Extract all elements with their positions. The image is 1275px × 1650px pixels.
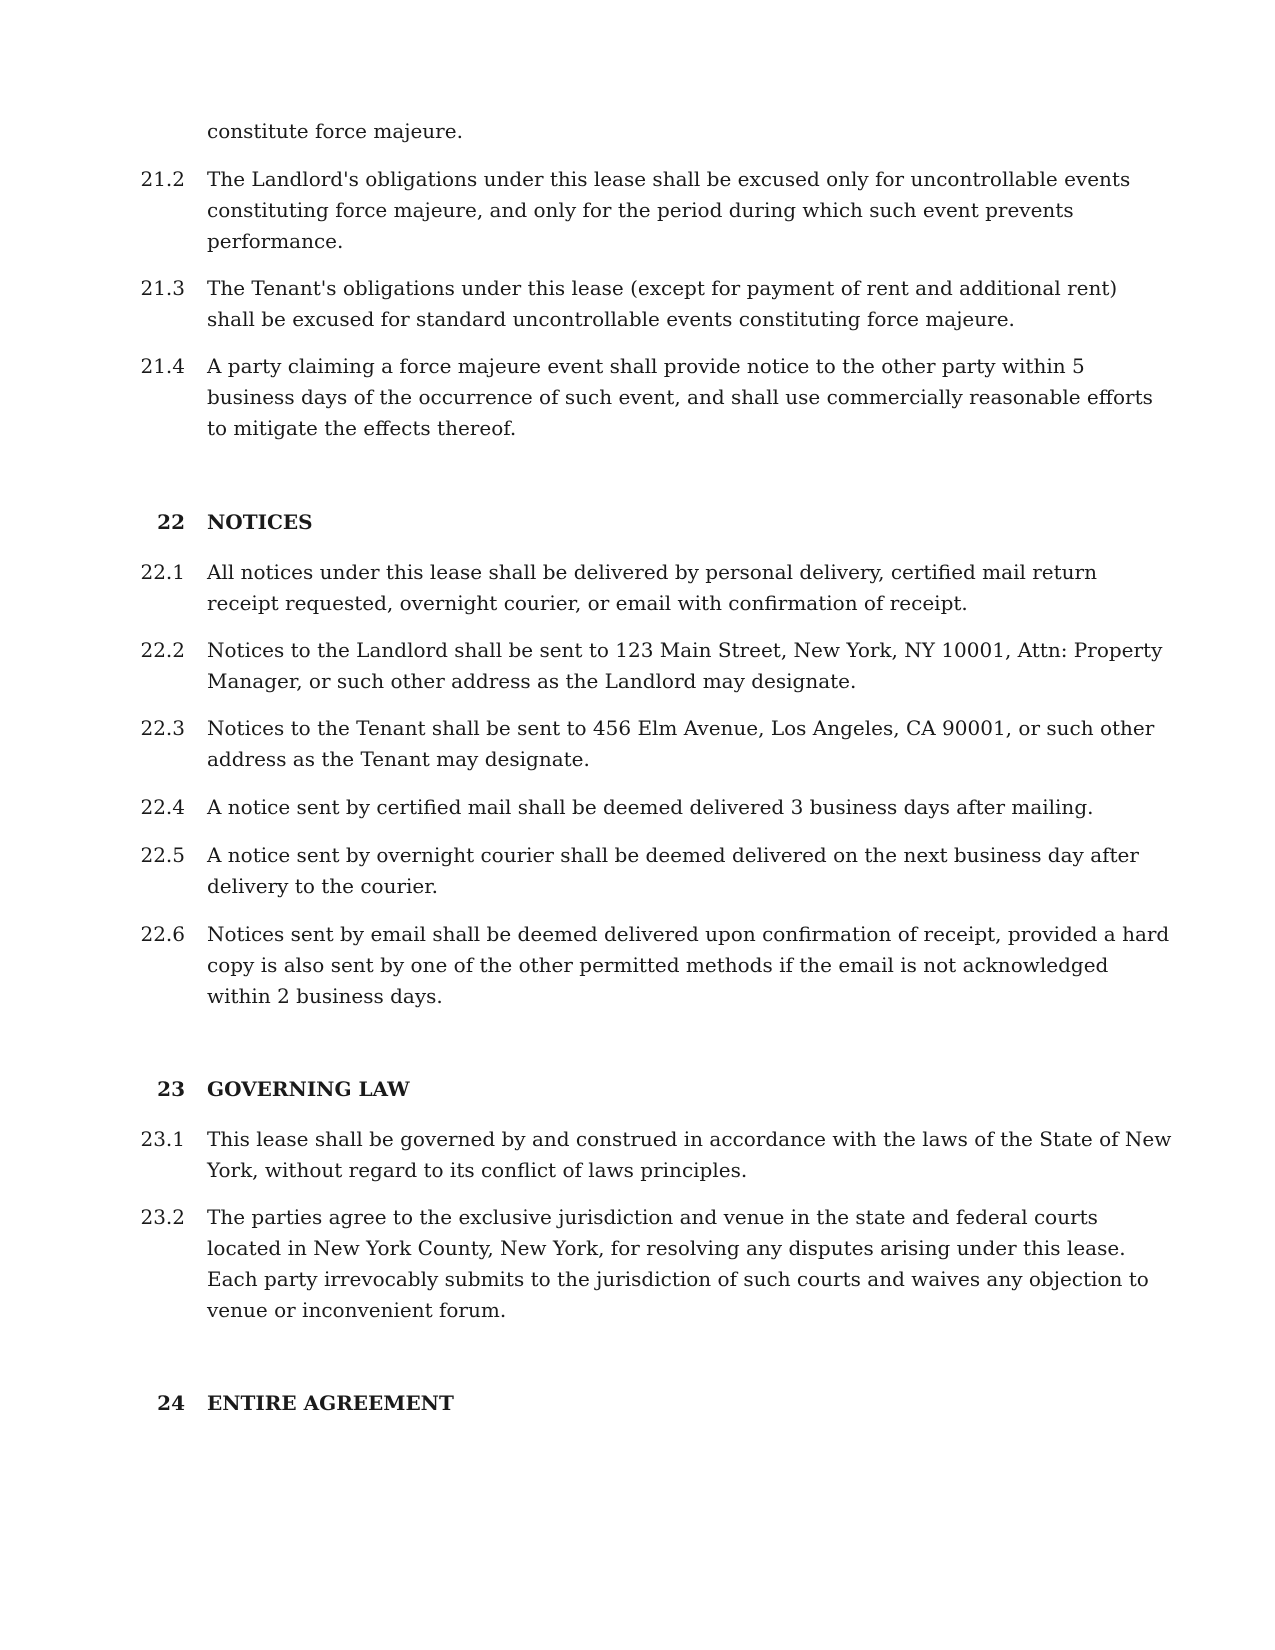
clause-line: This lease shall be governed by and construed in accordance with the laws of the State of New (207, 1127, 1172, 1151)
clause-line: address as the Tenant may designate. (207, 747, 590, 771)
clause-text (207, 273, 1137, 335)
clause-line: The parties agree to the exclusive jurisdiction and venue in the state and federal courts (207, 1205, 1098, 1229)
clause-text (207, 1202, 1149, 1326)
clause-text (207, 164, 1137, 257)
clause-text (207, 713, 1155, 775)
clause-line: to mitigate the effects thereof. (207, 416, 517, 440)
clause-text (207, 351, 1153, 444)
clause-line: shall be excused for standard uncontrollable events constituting force majeure. (207, 307, 1015, 331)
clause-line: A notice sent by certified mail shall be deemed delivered 3 business days after mailing. (207, 795, 1094, 819)
clause-number: 21.3 (140, 276, 185, 300)
clause-line: located in New York County, New York, for resolving any disputes arising under this lease. (207, 1236, 1126, 1260)
clause-text (207, 557, 1137, 619)
clause-line: A party claiming a force majeure event shall provide notice to the other party within 5 (207, 354, 1085, 378)
clause-line: York, without regard to its conflict of laws principles. (207, 1158, 748, 1182)
clause-line: constitute force majeure. (207, 119, 463, 143)
clause-number: 21.4 (140, 354, 185, 378)
clause-line: within 2 business days. (207, 984, 443, 1008)
section-number: 24 (157, 1391, 185, 1415)
clause-number: 23.1 (140, 1127, 185, 1151)
clause-text (207, 919, 1170, 1012)
section-number: 23 (157, 1077, 185, 1101)
section-number: 22 (157, 510, 185, 534)
section-title: GOVERNING LAW (207, 1077, 410, 1101)
clause-text (207, 792, 1137, 823)
clause-number: 22.2 (140, 638, 185, 662)
clause-number: 22.3 (140, 716, 185, 740)
clause-line: receipt requested, overnight courier, or email with confirmation of receipt. (207, 591, 968, 615)
clause-line: Each party irrevocably submits to the jurisdiction of such courts and waives any objection to (207, 1267, 1149, 1291)
clause-line: Notices sent by email shall be deemed delivered upon confirmation of receipt, provided a hard (207, 922, 1170, 946)
clause-line: A notice sent by overnight courier shall be deemed delivered on the next business day after (207, 843, 1139, 867)
section-title: NOTICES (207, 510, 313, 534)
clause-text (207, 635, 1163, 697)
clause-number: 23.2 (140, 1205, 185, 1229)
clause-line: Manager, or such other address as the Landlord may designate. (207, 669, 857, 693)
clause-line: The Tenant's obligations under this lease (except for payment of rent and additional rent) (207, 276, 1118, 300)
clause-text (207, 116, 1137, 147)
clause-line: Notices to the Tenant shall be sent to 456 Elm Avenue, Los Angeles, CA 90001, or such other (207, 716, 1155, 740)
clause-line: venue or inconvenient forum. (207, 1298, 507, 1322)
clause-line: business days of the occurrence of such event, and shall use commercially reasonable efforts (207, 385, 1153, 409)
clause-number: 21.2 (140, 167, 185, 191)
clause-line: Notices to the Landlord shall be sent to 123 Main Street, New York, NY 10001, Attn: Property (207, 638, 1163, 662)
clause-line: copy is also sent by one of the other permitted methods if the email is not acknowledged (207, 953, 1109, 977)
clause-number: 22.4 (140, 795, 185, 819)
clause-line: delivery to the courier. (207, 874, 438, 898)
clause-line: performance. (207, 229, 344, 253)
clause-number: 22.6 (140, 922, 185, 946)
clause-number: 22.5 (140, 843, 185, 867)
section-title: ENTIRE AGREEMENT (207, 1391, 454, 1415)
clause-line: constituting force majeure, and only for the period during which such event prevents (207, 198, 1074, 222)
clause-line: The Landlord's obligations under this lease shall be excused only for uncontrollable events (207, 167, 1131, 191)
clause-text (207, 840, 1137, 902)
clause-line: All notices under this lease shall be delivered by personal delivery, certified mail return (207, 560, 1097, 584)
clause-text (207, 1124, 1172, 1186)
clause-number: 22.1 (140, 560, 185, 584)
